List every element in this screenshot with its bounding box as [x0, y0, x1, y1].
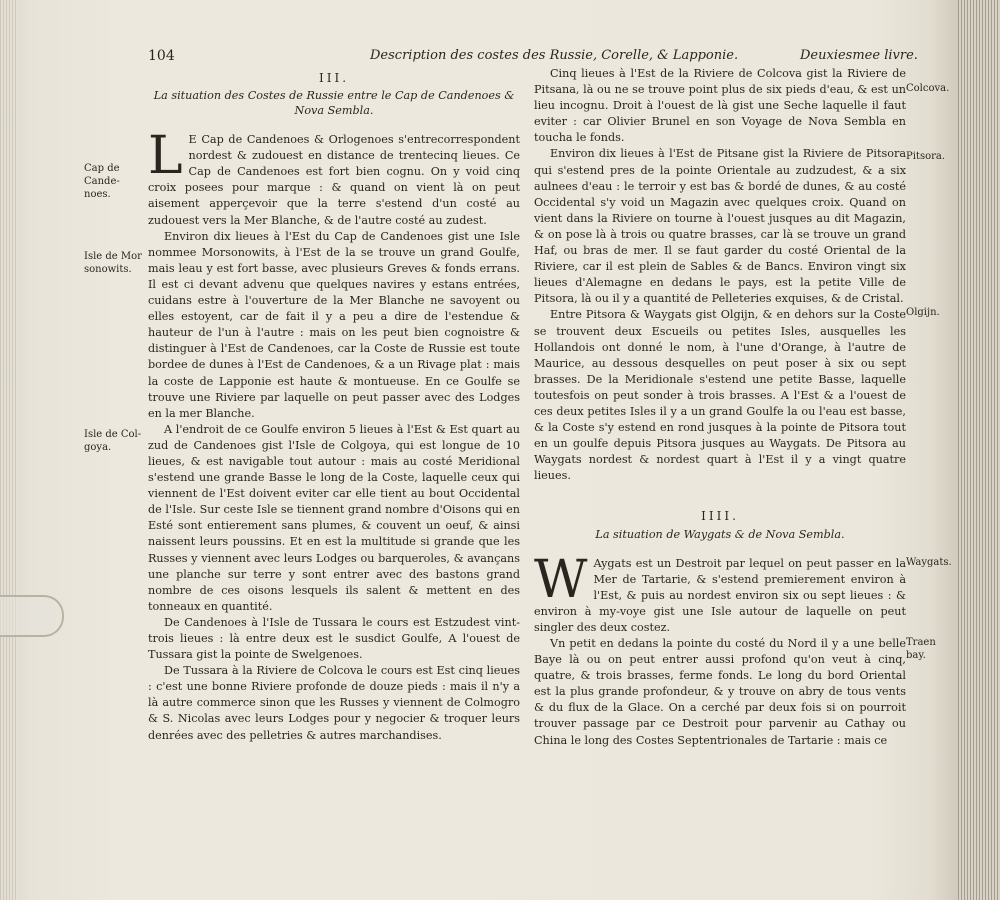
margin-note-colcova: Colcova. — [906, 83, 950, 94]
left-column — [148, 66, 520, 744]
paper-tab-icon — [0, 595, 64, 637]
paragraph-text: Aygats est un Destroit par lequel on peut passer en la Mer de Tartarie, & s'estend premierement environ à l'Est, & puis au nordest environ six ou sept lieues : & environ à my-voye gist une Isle autour de laquelle on peut singler des deux costez. — [534, 556, 906, 634]
paragraph — [534, 549, 906, 636]
paragraph: Environ dix lieues à l'Est du Cap de Candenoes gist une Isle nommee Morsonowits, à l'Est de la se trouve un grand Goulfe, mais leau y est fort basse, avec plusieurs Greves & fonds errans. Il est ci devant advenu que quelques navires y estans entrées, cuidans estre à l'ouverture de la Mer Blanche ne savoyent ou elles estoyent, car de fait il y a peu a dire de l'estendue & hauteur de l'un à l'autre : mais on les peut bien cognoistre & distinguer à l'Est de Candenoes, car la Coste de Russie est toute bordee de dunes à l'Est de Candenoes, & a un Rivage plat : mais la coste de Lapponie est haute & montueuse. En ce Goulfe se trouve une Riviere par laquelle on peut passer avec des Lodges en la mer Blanche. — [148, 229, 520, 420]
left-page-edge — [0, 0, 18, 900]
section-spacer — [534, 484, 906, 504]
margin-note-colgoya: Isle de Col-goya. — [84, 429, 142, 453]
right-page-edge — [958, 0, 1000, 900]
margin-note-waygats: Waygats. — [906, 557, 952, 568]
drop-cap: L — [148, 126, 183, 187]
margin-note-olgijn: Olgijn. — [906, 307, 940, 318]
margin-note-cap-candenoes: Cap de Cande-noes. — [84, 163, 120, 200]
book-label: Deuxiesmee livre. — [800, 48, 918, 63]
margin-note-morsonowits: Isle de Mor sonowits. — [84, 251, 142, 275]
paragraph: Environ dix lieues à l'Est de Pitsane gist la Riviere de Pitsora qui s'estend pres de la pointe Orientale au zudzudest, & a six aulnees d'eau : le terroir y est bas & bordé de dunes, & au costé Occidental s'y void un Magazin avec quelques croix. Quand on vient dans la Riviere on tourne à l'ouest jusques au dit Magazin, & on pose là à trois ou quatre brasses, car là se trouve un grand Haf, ou bras de mer. Il se faut garder du costé Oriental de la Riviere, car il est plein de Sables & de Bancs. Environ vingt six lieues d'Alemagne en dedans le pays, est la petite Ville de Pitsora, là ou il y a quantité de Pelleteries exquises, & de Cristal. — [534, 147, 906, 306]
paragraph: A l'endroit de ce Goulfe environ 5 lieues à l'Est & Est quart au zud de Candenoes gist l'Isle de Colgoya, qui est longue de 10 lieues, & est navigable tout autour : mais au costé Meridional s'estend une grande Basse le long de la Coste, laquelle ceux qui viennent de l'Est doivent eviter car elle tient au bout Occidental de l'Isle. Sur ceste Isle se tiennent grand nombre d'Oisons qui en Esté sont entierement sans plumes, & couvent un oeuf, & ainsi naissent leurs poussins. Et en est la multitude si grande que les Russes y viennent avec leurs Lodges ou barqueroles, & avançans une planche sur terre y sont entrer avec des bastons grand nombre de ces oisons lesquels ils salent & mettent en des tonneaux en quantité. — [148, 422, 520, 613]
paragraph: Cinq lieues à l'Est de la Riviere de Colcova gist la Riviere de Pitsana, là ou ne se trouve point plus de six pieds d'eau, & est un lieu incognu. Droit à l'ouest de là gist une Seche laquelle il faut eviter : car Olivier Brunel en son Voyage de Nova Sembla en toucha le fonds. — [534, 67, 906, 145]
paragraph: Vn petit en dedans la pointe du costé du Nord il y a une belle Baye là ou on peut entrer aussi profond qu'on veut à cinq, quatre, & trois brasses, ferme fonds. Le long du bord Oriental est la plus grande profondeur, & y trouve on abry de tous vents & du flux de la Glace. On a cerché par deux fois si on pourroit trouver passage par ce Destroit pour parvenir au Cathay ou China le long des Costes Septentrionales de Tartarie : mais ce — [534, 637, 906, 747]
paragraph — [148, 126, 520, 229]
margin-note-traen-bay: Traen bay. — [906, 637, 936, 661]
right-column — [534, 66, 906, 749]
section-4-title: La situation de Waygats & de Nova Sembla. — [595, 527, 845, 541]
section-3-number: III. — [318, 71, 350, 85]
page-number: 104 — [148, 48, 175, 64]
section-4-number: IIII. — [701, 509, 739, 524]
paragraph: Entre Pitsora & Waygats gist Olgijn, & en dehors sur la Coste se trouvent deux Escueils ou petites Isles, ausquelles les Hollandois ont donné le nom, à l'une d'Orange, à l'autre de Maurice, au dessous desquelles on peut poser à six ou sept brasses. De la Meridionale s'estend une petite Basse, laquelle toutesfois on peut sonder à trois brasses. A l'Est & a l'ouest de ces deux petites Isles il y a un grand Goulfe la ou l'eau est basse, & la Coste s'y estend en rond jusques à la pointe de Pitsora tout en un goulfe depuis Pitsora jusques au Waygats. De Pitsora au Waygats nordest & nordest quart à l'Est il y a vingt quatre lieues. — [534, 308, 906, 483]
section-3-title: La situation des Costes de Russie entre le Cap de Candenoes & Nova Sembla. — [153, 89, 515, 118]
running-title: Description des costes des Russie, Corelle, & Lapponie. — [370, 48, 739, 63]
paragraph: De Tussara à la Riviere de Colcova le cours est Est cinq lieues : c'est une bonne Riviere profonde de douze pieds : mais il n'y a là autre commerce sinon que les Russes y viennent de Colmogro & S. Nicolas avec leurs Lodges pour y negocier & troquer leurs denrées avec des pelletries & autres marchandises. — [148, 664, 520, 742]
paragraph-text: E Cap de Candenoes & Orlogenoes s'entrecorrespondent nordest & zudouest en distance de trentecinq lieues. Ce Cap de Candenoes est fort bien cognu. On y void cinq croix posees pour marque : & quand on vient là on peut aisement apperçevoir que la terre s'estend d'un costé au zudouest vers la Mer Blanche, & de l'autre costé au zudest. — [148, 133, 520, 227]
margin-note-pitsora: Pitsora. — [906, 151, 946, 162]
drop-cap: W — [534, 549, 588, 610]
paragraph: De Candenoes à l'Isle de Tussara le cours est Estzudest vint-trois lieues : là entre deux est le susdict Goulfe, A l'ouest de Tussara gist la pointe de Swelgenoes. — [148, 615, 520, 662]
